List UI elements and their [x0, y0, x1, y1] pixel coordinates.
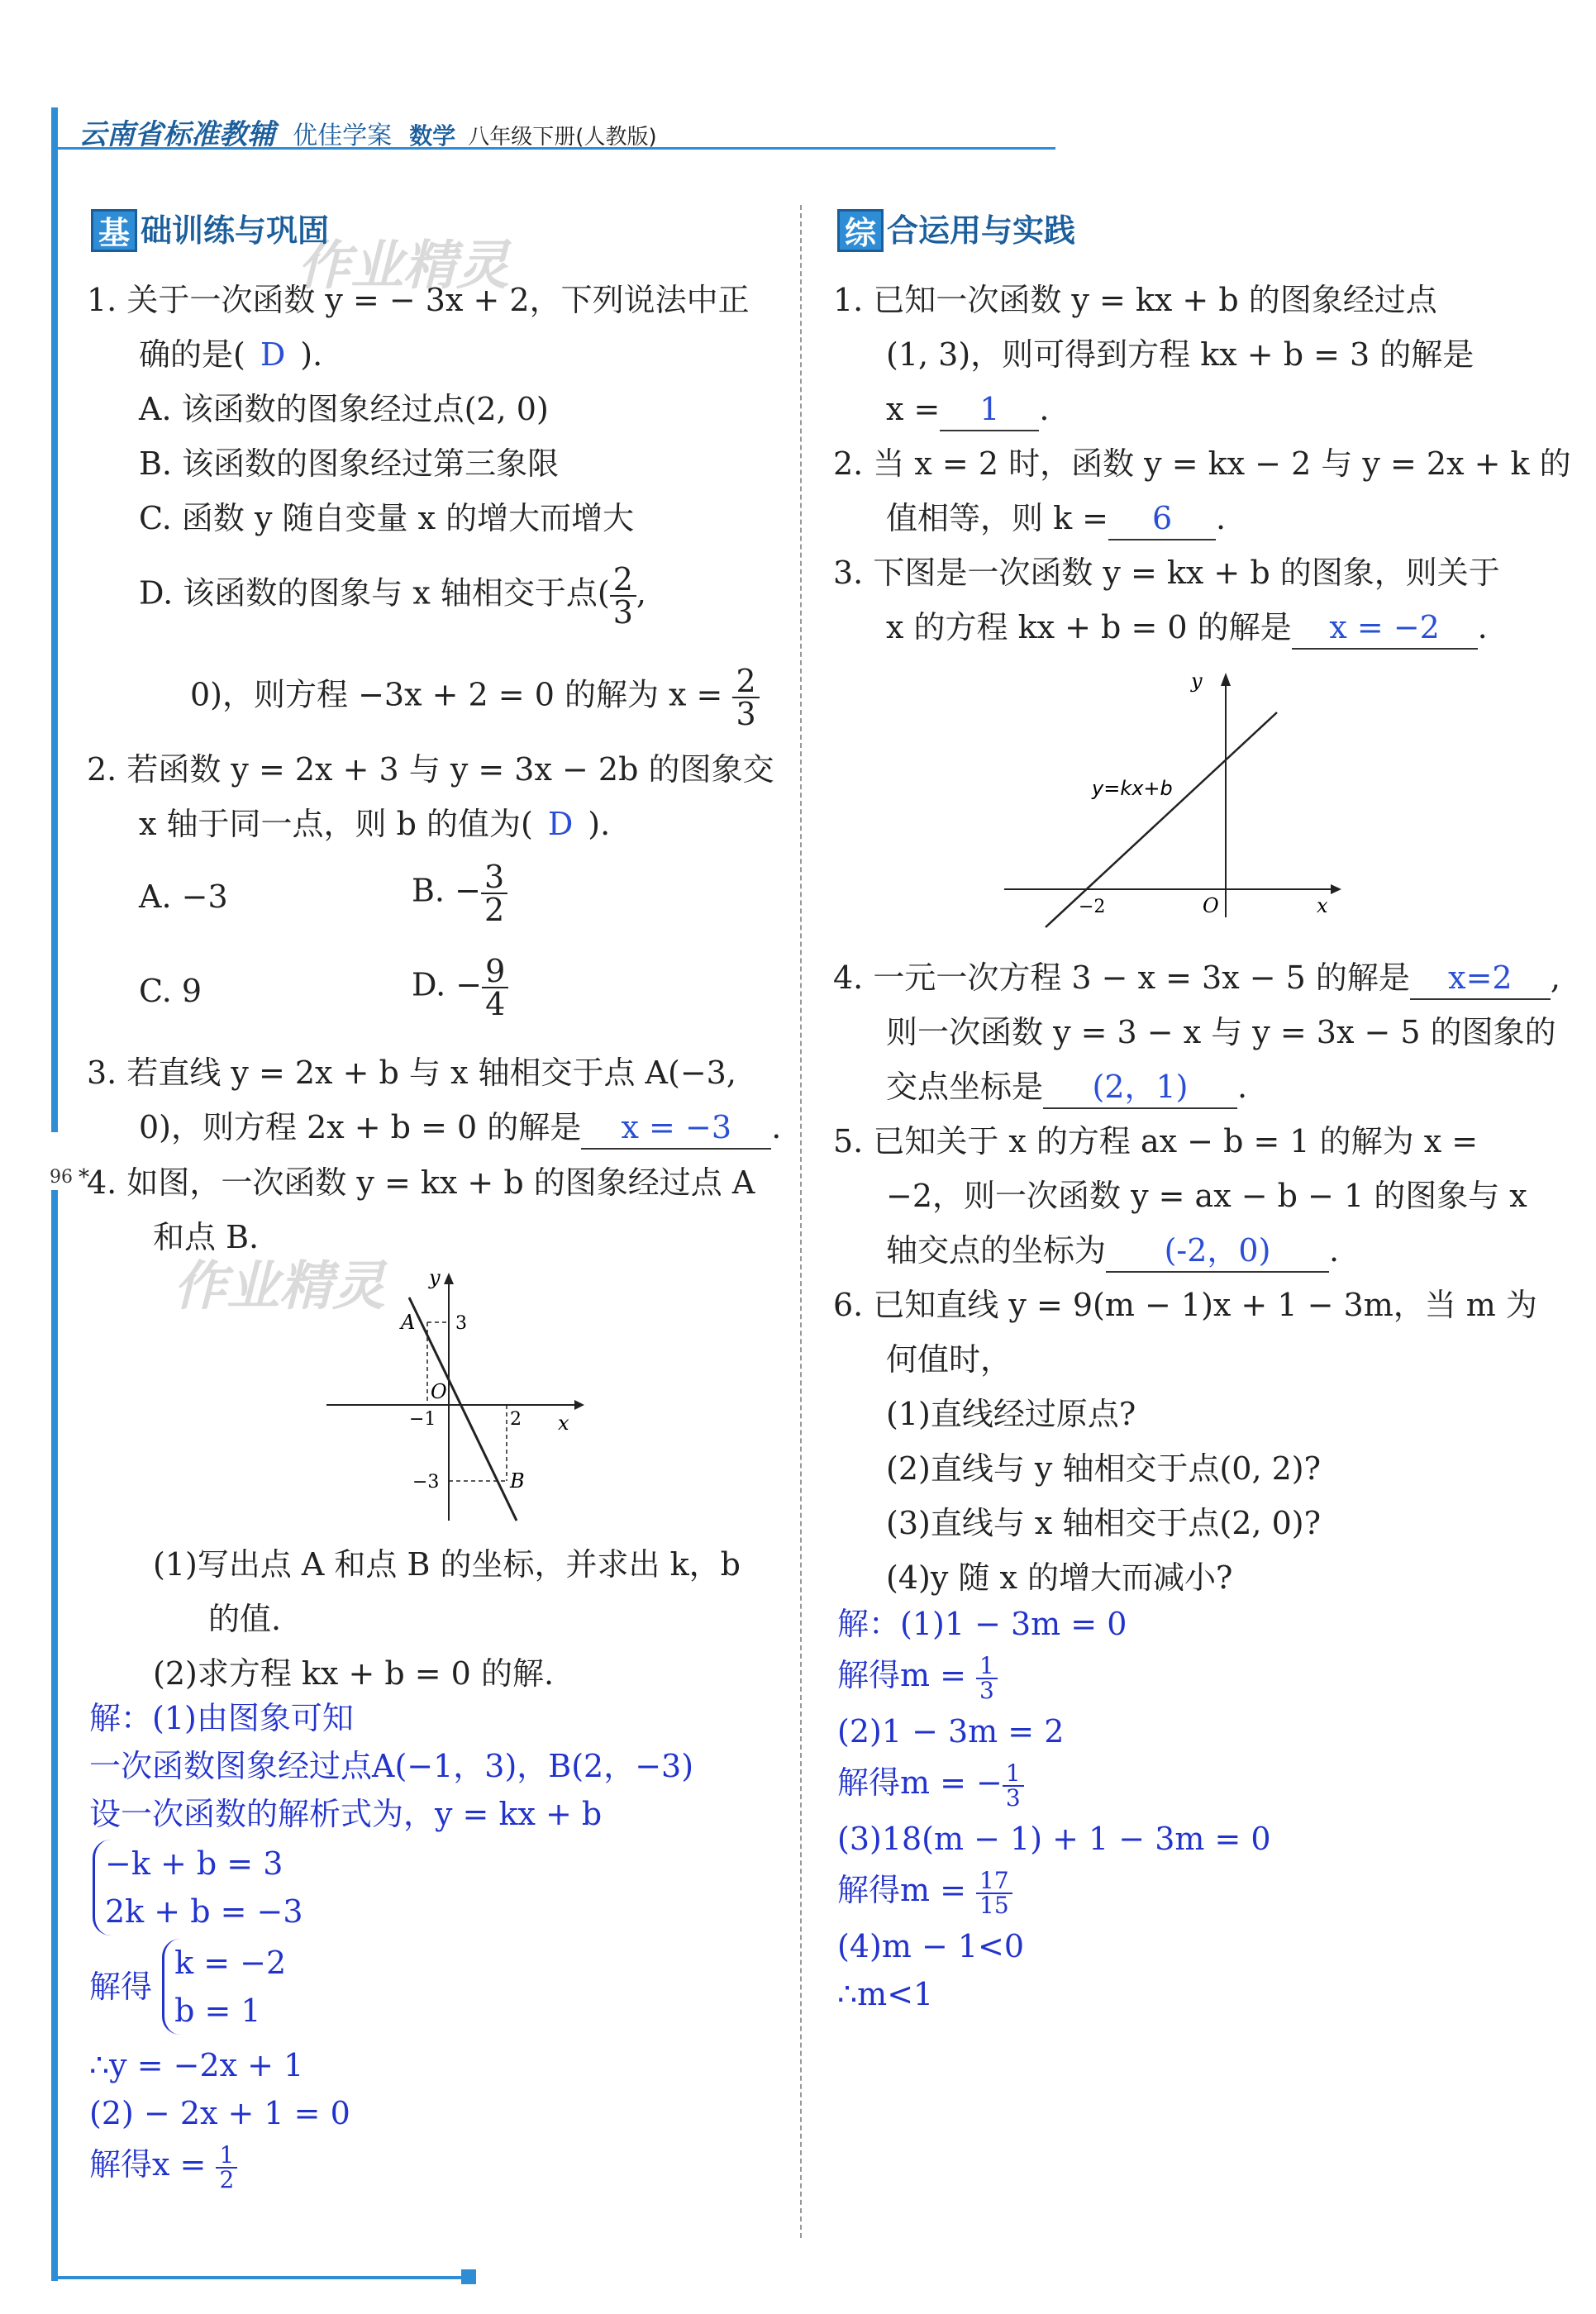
right-q6-sub2: (2)直线与 y 轴相交于点(0, 2)?	[886, 1450, 1321, 1487]
right-q5-line3: 轴交点的坐标为 (-2，0) .	[886, 1223, 1339, 1278]
left-q1-line2: 确的是( D ).	[139, 336, 323, 373]
y-axis-arrow	[444, 1273, 454, 1284]
left-margin-bar-top	[51, 107, 58, 1132]
left-q4-sub2: (2)求方程 kx + b = 0 的解.	[153, 1655, 555, 1692]
left-q1-option-c: C. 函数 y 随自变量 x 的增大而增大	[139, 500, 635, 536]
graph-tick-neg3: −3	[412, 1472, 440, 1493]
left-solution-l2: 一次函数图象经过点A(−1，3)，B(2，−3)	[89, 1748, 694, 1784]
right-solution-l7: (4)m − 1<0	[837, 1928, 1025, 1964]
left-solution-l7: 解得x = $\frac{1}{2}$	[89, 2140, 237, 2192]
left-q1-line1: 1. 关于一次函数 y = − 3x + 2，下列说法中正	[87, 282, 750, 318]
left-solution-l3: 设一次函数的解析式为，y = kx + b	[89, 1796, 603, 1832]
right-q2-line2: 值相等，则 k = 6 .	[886, 491, 1226, 545]
right-q3-line1: 3. 下图是一次函数 y = kx + b 的图象，则关于	[833, 555, 1500, 591]
left-solution-l6: (2) − 2x + 1 = 0	[89, 2095, 350, 2131]
section-icon-comprehensive: 综	[837, 209, 884, 252]
book-title: 优佳学案	[293, 121, 393, 150]
right-q4-line2: 则一次函数 y = 3 − x 与 y = 3x − 5 的图象的	[886, 1014, 1556, 1050]
right-q6-line1: 6. 已知直线 y = 9(m − 1)x + 1 − 3m，当 m 为	[833, 1287, 1537, 1323]
left-q1-d-fraction: $\frac{2}{3}$	[610, 564, 636, 628]
y-axis-arrow	[1221, 673, 1231, 686]
left-q2-option-b: B. − $\frac{3}{2}$	[412, 861, 507, 926]
series-title: 云南省标准教辅	[79, 118, 275, 151]
right-q4-answer1: x=2	[1410, 957, 1551, 1000]
left-q2-option-c: C. 9	[139, 973, 202, 1009]
left-section-header	[91, 209, 329, 252]
graph-x-label: x	[558, 1412, 569, 1435]
right-q6-sub1: (1)直线经过原点?	[886, 1396, 1136, 1432]
graph-tick-neg2: −2	[1079, 897, 1106, 917]
right-q1-line2: (1, 3)，则可得到方程 kx + b = 3 的解是	[886, 336, 1475, 373]
left-q3-line2: 0)，则方程 2x + b = 0 的解是 x = −3 .	[139, 1100, 781, 1155]
right-q5-line1: 5. 已知关于 x 的方程 ax − b = 1 的解为 x =	[833, 1123, 1479, 1159]
section-icon-basic: 基	[91, 209, 137, 252]
graph-x-label: x	[1317, 894, 1328, 917]
graph-origin: O	[431, 1380, 447, 1403]
left-solution-brace2: k = −2 b = 1	[162, 1939, 286, 2035]
graph-point-a: A	[401, 1311, 416, 1334]
left-q1-d2-fraction: $\frac{2}{3}$	[732, 665, 759, 730]
left-q2-line1: 2. 若函数 y = 2x + 3 与 y = 3x − 2b 的图象交	[87, 751, 774, 788]
left-q2-answer: D	[547, 806, 574, 842]
right-q5-answer: (-2，0)	[1106, 1230, 1329, 1273]
graph-point-b: B	[510, 1469, 525, 1493]
left-q4-line1: * 4. 如图，一次函数 y = kx + b 的图象经过点 A	[87, 1155, 755, 1210]
left-solution-system2: 解得 k = −2 b = 1	[89, 1939, 286, 2035]
left-q4-star: *	[79, 1165, 89, 1190]
watermark-middle: 作业精灵	[174, 1256, 385, 1317]
x-axis-arrow	[1331, 884, 1341, 894]
right-q1-answer: 1	[940, 388, 1039, 431]
left-q3-answer: x = −3	[581, 1107, 771, 1150]
left-q2-line2: x 轴于同一点，则 b 的值为( D ).	[139, 806, 611, 842]
right-q4-line1: 4. 一元一次方程 3 − x = 3x − 5 的解是 x=2 ,	[833, 950, 1560, 1005]
left-solution-l1: 解：(1)由图象可知	[89, 1700, 354, 1736]
right-solution-l1: 解：(1)1 − 3m = 0	[837, 1606, 1127, 1642]
right-solution-l2: 解得m = $\frac{1}{3}$	[837, 1651, 998, 1702]
section-title-comprehensive: 合运用与实践	[887, 212, 1076, 249]
right-q3-answer: x = −2	[1292, 607, 1478, 650]
right-q2-line1: 2. 当 x = 2 时，函数 y = kx − 2 与 y = 2x + k 的	[833, 445, 1571, 482]
left-q1-option-a: A. 该函数的图象经过点(2, 0)	[139, 391, 549, 427]
graph-y-label: y	[429, 1266, 441, 1289]
right-section-header	[837, 209, 1075, 252]
left-solution-system1	[93, 1840, 303, 1935]
right-q3-line2: x 的方程 kx + b = 0 的解是 x = −2 .	[886, 600, 1488, 655]
x-axis-arrow	[574, 1400, 584, 1410]
right-q4-line3: 交点坐标是 (2，1) .	[886, 1059, 1247, 1114]
left-solution-l5: ∴y = −2x + 1	[89, 2047, 304, 2083]
right-q5-line2: −2，则一次函数 y = ax − b − 1 的图象与 x	[886, 1178, 1527, 1214]
graph-tick-3: 3	[455, 1313, 467, 1334]
grade-label: 八年级下册(人教版)	[468, 125, 657, 150]
right-solution-l6: 解得m = $\frac{17}{15}$	[837, 1866, 1012, 1917]
page-header	[79, 112, 657, 152]
right-q1-line3: x = 1 .	[886, 382, 1049, 436]
right-q4-answer2: (2，1)	[1043, 1066, 1237, 1109]
subject-label: 数学	[409, 122, 456, 150]
right-q2-answer: 6	[1108, 498, 1216, 540]
right-q1-line1: 1. 已知一次函数 y = kx + b 的图象经过点	[833, 282, 1437, 318]
left-q2-option-d: D. − $\frac{9}{4}$	[412, 955, 508, 1020]
right-q6-sub3: (3)直线与 x 轴相交于点(2, 0)?	[886, 1505, 1321, 1541]
right-q6-sub4: (4)y 随 x 的增大而减小?	[886, 1559, 1233, 1596]
function-line	[1046, 712, 1277, 927]
right-q3-graph	[1004, 661, 1351, 934]
left-solution-brace1: −k + b = 3 2k + b = −3	[93, 1840, 303, 1935]
right-solution-l5: (3)18(m − 1) + 1 − 3m = 0	[837, 1821, 1271, 1857]
column-divider	[800, 205, 802, 2238]
left-margin-bar-bottom	[51, 1190, 58, 2281]
right-solution-l4: 解得m = − $\frac{1}{3}$	[837, 1759, 1024, 1810]
graph-y-label: y	[1191, 669, 1203, 693]
left-q4-sub1a: (1)写出点 A 和点 B 的坐标，并求出 k，b	[153, 1546, 741, 1583]
graph-function-label: y=kx+b	[1092, 777, 1173, 800]
right-solution-l3: (2)1 − 3m = 2	[837, 1713, 1065, 1750]
left-q1-option-d-cont: 0)，则方程 −3x + 2 = 0 的解为 x = $\frac{2}{3}$	[190, 665, 760, 730]
bottom-rule	[51, 2276, 465, 2279]
graph-tick-neg1: −1	[409, 1409, 436, 1430]
right-q6-line2: 何值时，	[886, 1341, 1012, 1378]
section-title-basic: 础训练与巩固	[141, 212, 330, 249]
left-q1-option-d: D. 该函数的图象与 x 轴相交于点( $\frac{2}{3}$ ,	[139, 561, 646, 631]
left-q3-line1: 3. 若直线 y = 2x + b 与 x 轴相交于点 A(−3,	[87, 1055, 736, 1091]
left-q2-option-a: A. −3	[139, 878, 228, 915]
right-solution-l8: ∴m<1	[837, 1976, 934, 2012]
page-number: 96	[50, 1167, 73, 1188]
left-q1-option-b: B. 该函数的图象经过第三象限	[139, 445, 560, 482]
left-q4-line2: 和点 B.	[153, 1219, 260, 1255]
left-q1-answer: D	[260, 336, 286, 373]
graph-origin: O	[1203, 894, 1219, 917]
watermark-top: 作业精灵	[298, 236, 509, 297]
bottom-rule-square	[461, 2269, 476, 2284]
left-q4-sub1b: 的值.	[208, 1601, 282, 1637]
graph-tick-2: 2	[510, 1409, 522, 1430]
left-q4-graph	[326, 1264, 591, 1529]
